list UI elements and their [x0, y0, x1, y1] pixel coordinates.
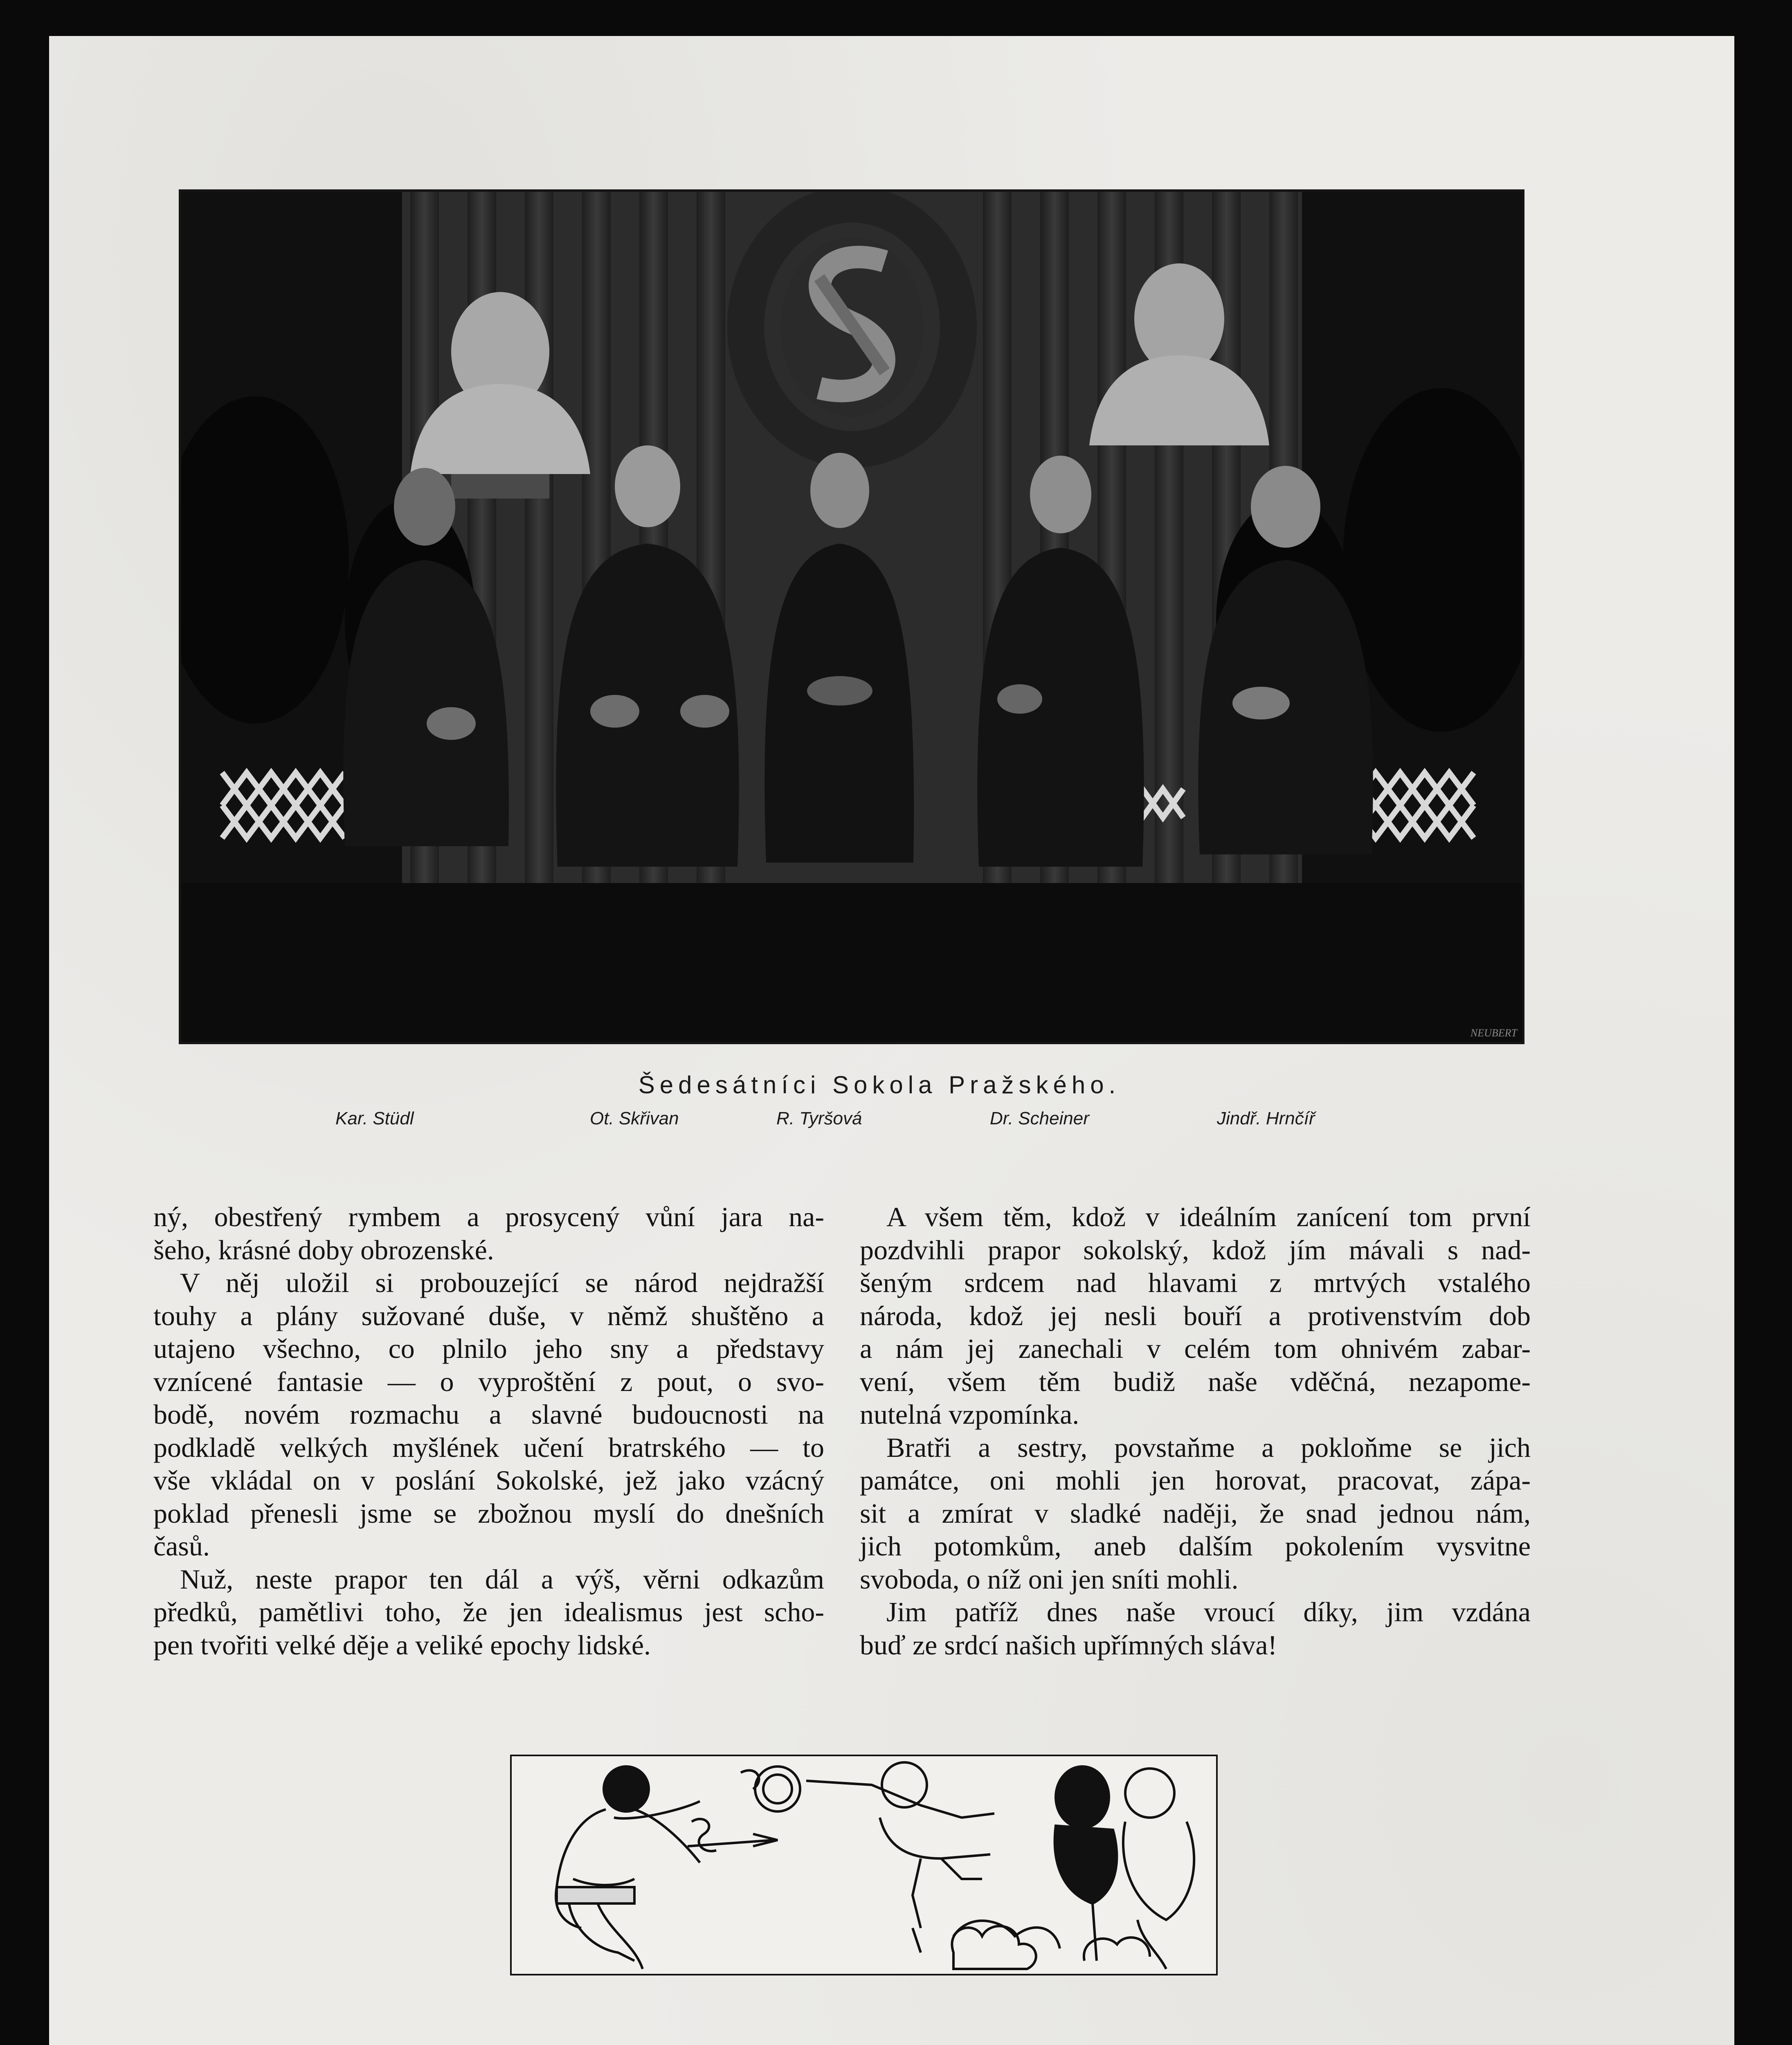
text-line: sit a zmírat v sladké naději, že snad jednou nám,: [860, 1497, 1531, 1529]
text-line: A všem těm, kdož v ideálním zanícení tom první: [886, 1201, 1531, 1232]
text-line: vznícené fantasie — o vyproštění z pout, o svo-: [153, 1366, 824, 1397]
laurel-wreath: [741, 1766, 800, 1811]
text-line: podkladě velkých myšlének učení bratrského — to: [153, 1432, 824, 1463]
text-line: touhy a plány sužované duše, v němž shuštěno a: [153, 1300, 824, 1331]
photo-credit: NEUBERT: [1470, 1027, 1517, 1039]
text-line: národa, kdož jej nesli bouří a protivenstvím dob: [860, 1300, 1531, 1331]
caption-name-studl: Kar. Stüdl: [335, 1108, 414, 1128]
figure-dark: [1055, 1766, 1117, 1961]
text-line: šeho, krásné doby obrozenské.: [153, 1234, 494, 1265]
text-line: pen tvořiti velké děje a veliké epochy lidské.: [153, 1629, 651, 1661]
text-column-left: [153, 1200, 824, 1661]
text-line: vení, všem těm budiž naše vděčná, nezapome-: [860, 1366, 1531, 1397]
photo-scene: [181, 192, 1522, 1042]
photo-caption-title: Šedesátníci Sokola Pražského.: [638, 1071, 1121, 1099]
group-photograph: [179, 189, 1524, 1044]
text-line: a nám jej zanechali v celém tom ohnivém zabar-: [860, 1333, 1531, 1364]
caption-name-skrivan: Ot. Skřivan: [590, 1108, 679, 1128]
figure-left-athlete: [556, 1766, 778, 1969]
illustration-vignette: [510, 1755, 1218, 1975]
text-line: Nuž, neste prapor ten dál a výš, věrni odkazům: [180, 1563, 824, 1595]
text-line: buď ze srdcí našich upřímných sláva!: [860, 1629, 1277, 1661]
figure-right-runner: [806, 1762, 1060, 1953]
line-drawing: [512, 1756, 1216, 1974]
caption-name-hrncir: Jindř. Hrnčíř: [1217, 1108, 1315, 1128]
caption-name-scheiner: Dr. Scheiner: [990, 1108, 1089, 1128]
text-line: ný, obestřený rymbem a prosycený vůní jara na-: [153, 1201, 824, 1232]
text-line: V něj uložil si probouzející se národ nejdražší: [180, 1267, 824, 1298]
text-line: nutelná vzpomínka.: [860, 1399, 1079, 1430]
text-line: Jim patříž dnes naše vroucí díky, jim vzdána: [886, 1596, 1531, 1627]
text-line: svoboda, o níž oni jen sníti mohli.: [860, 1563, 1239, 1595]
caption-name-tyrsova: R. Tyršová: [776, 1108, 862, 1128]
text-column-right: [860, 1200, 1531, 1661]
text-line: pozdvihli prapor sokolský, kdož jím mávali s nad-: [860, 1234, 1531, 1265]
text-line: památce, oni mohli jen horovat, pracovat, zápa-: [860, 1465, 1531, 1496]
text-line: Bratři a sestry, povstaňme a pokloňme se jich: [886, 1432, 1531, 1463]
text-line: bodě, novém rozmachu a slavné budoucnosti na: [153, 1399, 824, 1430]
text-line: utajeno všechno, co plnilo jeho sny a představy: [153, 1333, 824, 1364]
text-line: vše vkládal on v poslání Sokolské, jež jako vzácný: [153, 1465, 824, 1496]
text-line: časů.: [153, 1530, 210, 1562]
text-line: předků, pamětlivi toho, že jen idealismus jest scho-: [153, 1596, 824, 1627]
text-line: poklad přenesli jsme se zbožnou myslí do dnešních: [153, 1497, 824, 1529]
text-line: šeným srdcem nad hlavami z mrtvých vstalého: [860, 1267, 1531, 1298]
text-line: jich potomkům, aneb dalším pokolením vysvitne: [860, 1530, 1531, 1562]
